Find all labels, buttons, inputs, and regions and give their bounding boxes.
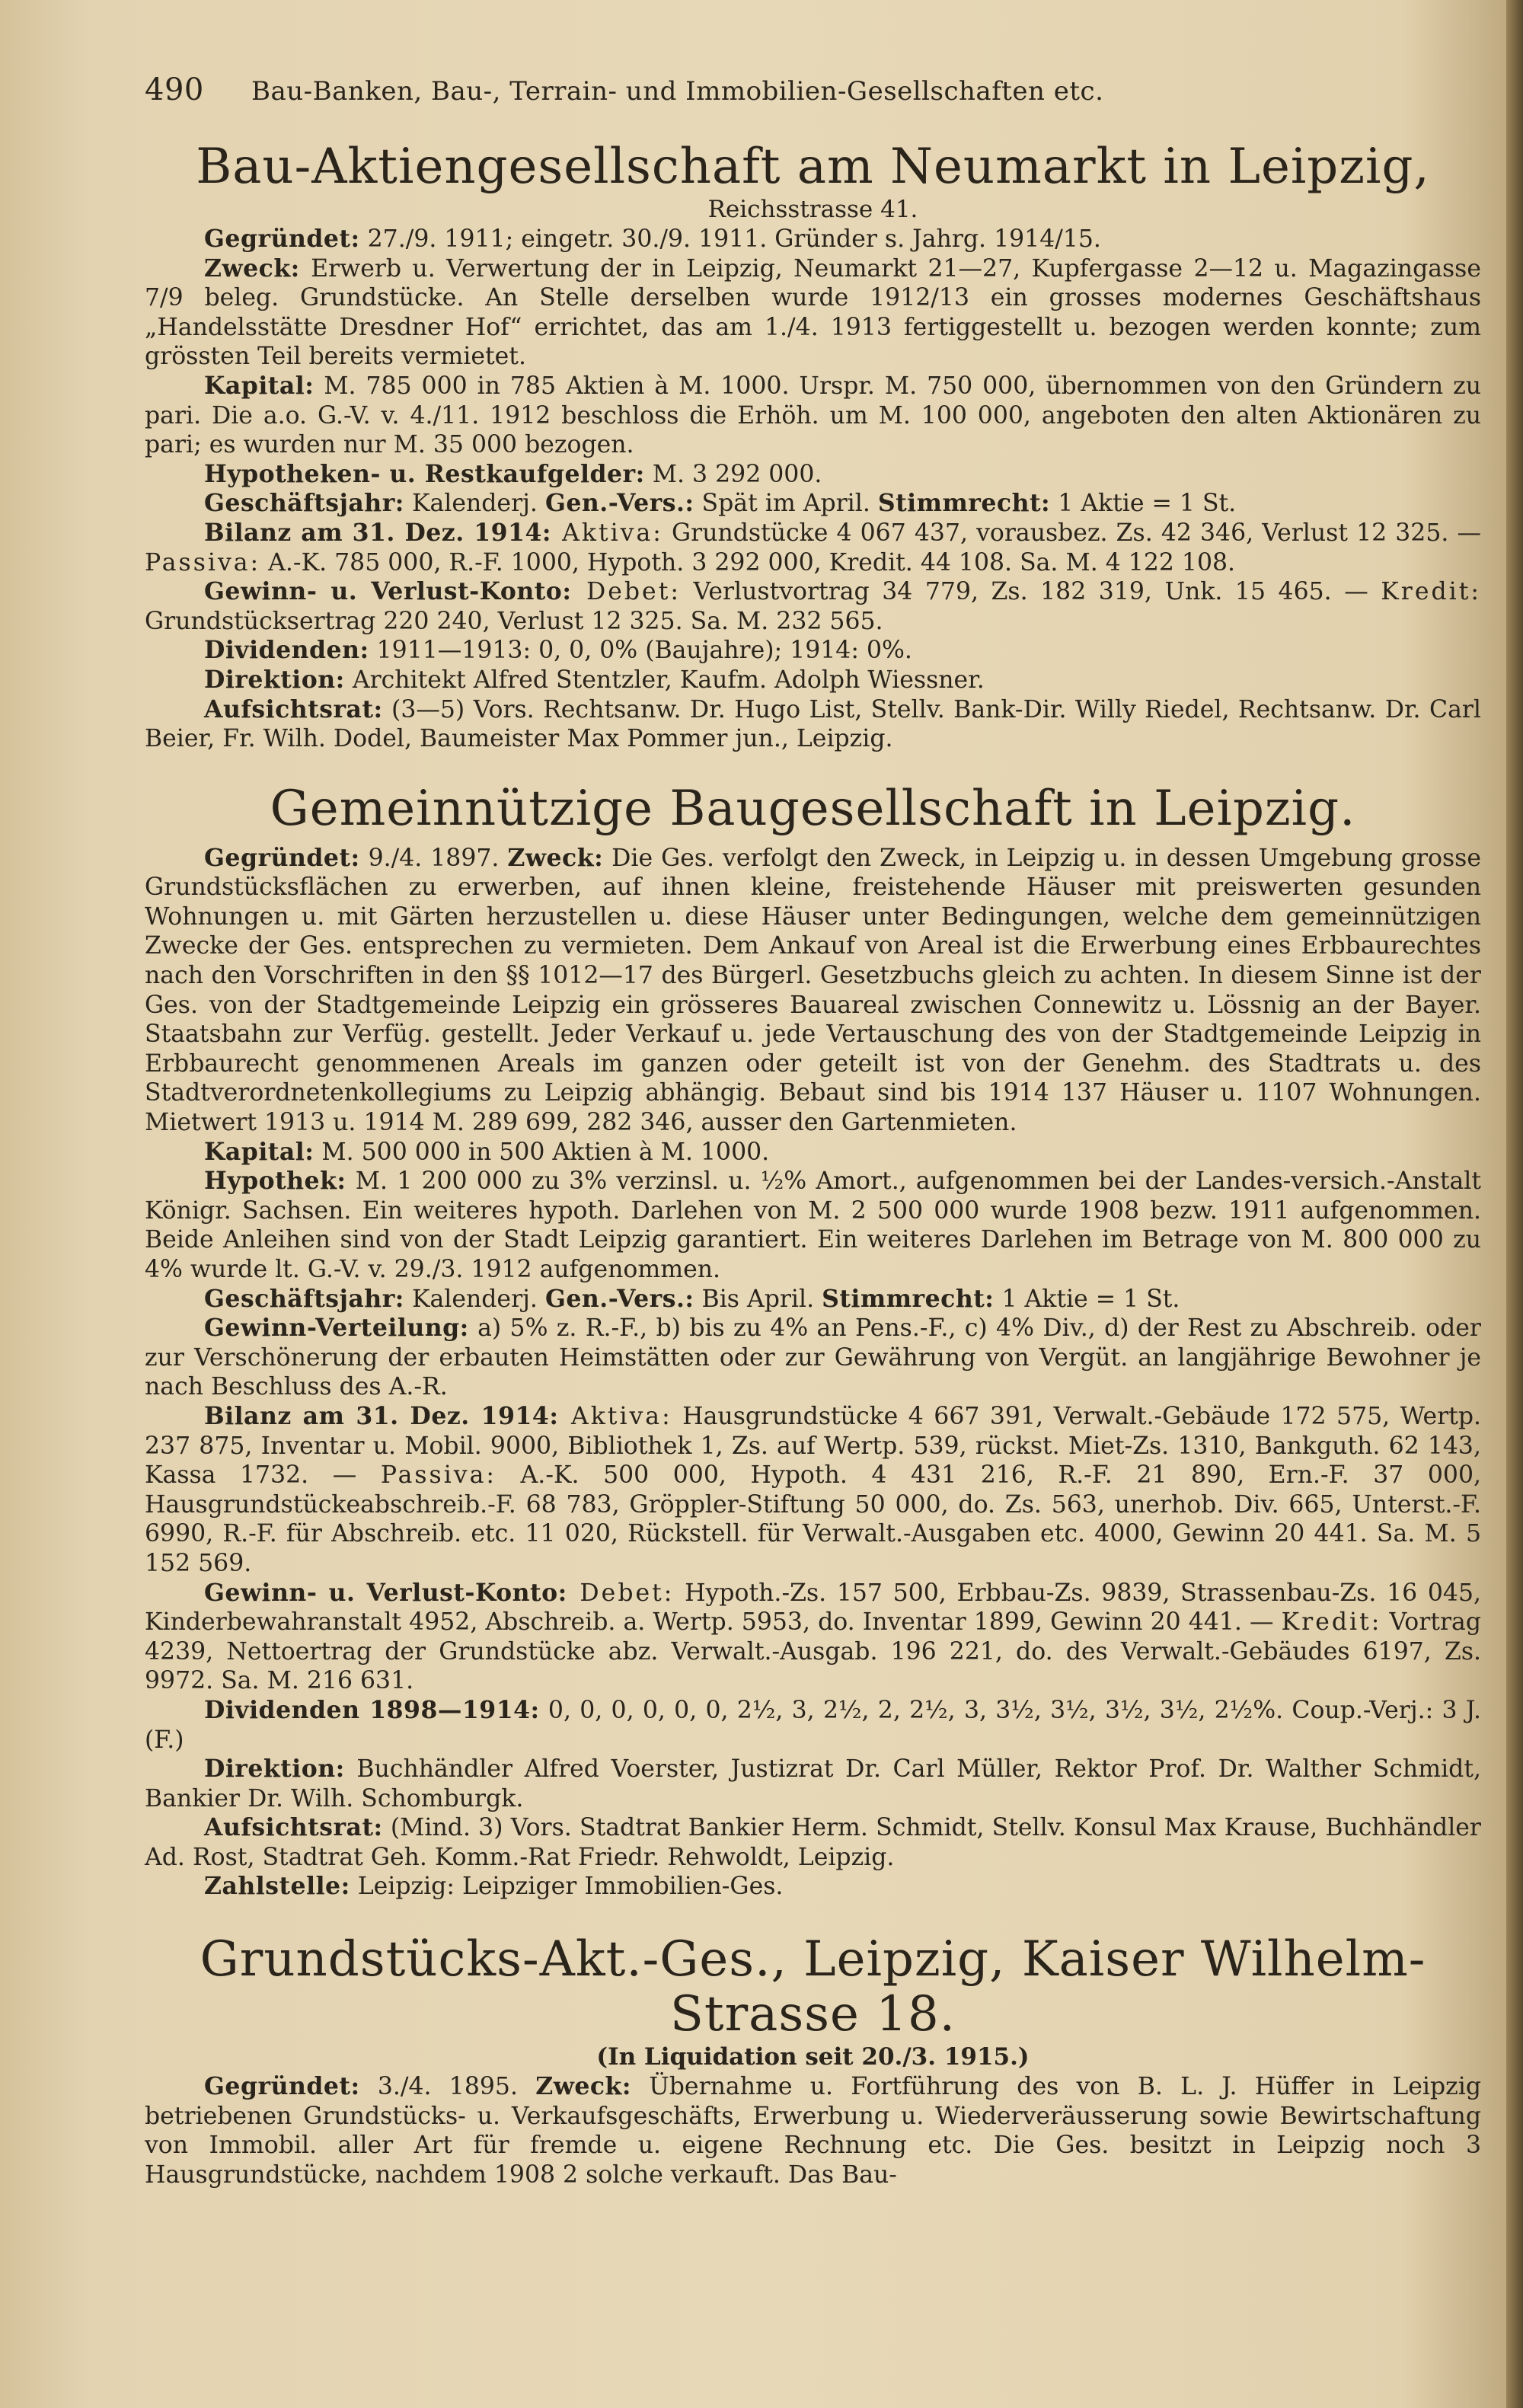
text: Hypoth.-Zs. 157 500, Erbbau-Zs. 9839, Strassenbau-Zs. 16 045, Kinderbewahranstalt 4952, Abschreib. a. Wertp. 5953, do. Inventar 1899, Gewinn 20 441. — <box>145 1579 1481 1637</box>
label: Direktion: <box>204 1755 345 1784</box>
label: Hypotheken- u. Restkaufgelder: <box>204 459 645 488</box>
text: 0, 0, 0, 0, 0, 0, 2½, 3, 2½, 2, 2½, 3, 3½, 3½, 3½, 3½, 2½%. Coup.-Verj.: 3 J. (F.) <box>145 1696 1481 1754</box>
entry-address: Reichsstrasse 41. <box>707 196 918 223</box>
label: Kapital: <box>204 1137 314 1166</box>
running-header <box>145 72 1481 126</box>
label: Zweck: <box>204 254 300 283</box>
text: 1 Aktie = 1 St. <box>1050 490 1237 518</box>
entry-bau-aktiengesellschaft <box>145 139 1481 754</box>
label: Gen.-Vers.: <box>544 1284 694 1313</box>
label: Hypothek: <box>204 1167 346 1196</box>
label: Gewinn-Verteilung: <box>204 1314 469 1343</box>
founded-paragraph <box>145 225 1481 254</box>
keyword: Debet: <box>571 578 681 606</box>
text: (Mind. 3) Vors. Stadtrat Bankier Herm. Schmidt, Stellv. Konsul Max Krause, Buchhändler Ad. Rost, Stadtrat Geh. Komm.-Rat Friedr. Rehwoldt, Leipzig. <box>145 1814 1481 1871</box>
text: Übernahme u. Fortführung des von B. L. J. Hüffer in Leipzig betriebenen Grundstücks- u. Verkaufsgeschäfts, Erwerbung u. Wiederveräusserung sowie Bewirtschaftung von Immobil. aller Art für fremde u. eigene Rechnung etc. Die Ges. besitzt in Leipzig noch 3 Hausgrundstücke, nachdem 1908 2 solche verkauft. Das Bau- <box>145 2073 1481 2189</box>
mortgage-paragraph <box>145 460 1481 490</box>
label: Stimmrecht: <box>877 489 1051 518</box>
profit-loss-paragraph <box>145 577 1481 636</box>
label: Gewinn- u. Verlust-Konto: <box>204 1578 567 1607</box>
entry-title: Gemeinnützige Baugesellschaft in Leipzig. <box>270 780 1356 837</box>
label: Dividenden: <box>204 636 369 665</box>
capital-paragraph <box>145 372 1481 460</box>
purpose-paragraph <box>145 254 1481 372</box>
label: Geschäftsjahr: <box>204 1284 404 1313</box>
fiscal-year-paragraph <box>145 489 1481 519</box>
balance-paragraph <box>145 1402 1481 1579</box>
label: Zweck: <box>507 843 604 872</box>
capital-paragraph <box>145 1138 1481 1167</box>
text: Grundstücksertrag 220 240, Verlust 12 325. Sa. M. 232 565. <box>145 607 883 635</box>
running-title: Bau-Banken, Bau-, Terrain- und Immobilien-Gesellschaften etc. <box>251 76 1104 107</box>
entry-subtitle: (In Liquidation seit 20./3. 1915.) <box>596 2043 1030 2071</box>
text: 1 Aktie = 1 St. <box>994 1285 1180 1313</box>
text: Erwerb u. Verwertung der in Leipzig, Neumarkt 21—27, Kupfergasse 2—12 u. Magazingasse 7/9 beleg. Grundstücke. An Stelle derselben wurde 1912/13 ein grosses modernes Geschäftshaus „Handelsstätte Dresdner Hof“ errichtet, das am 1./4. 1913 fertiggestellt u. bezogen werden konnte; zum grössten Teil bereits vermietet. <box>145 254 1481 371</box>
label: Stimmrecht: <box>822 1284 995 1313</box>
label: Kapital: <box>204 371 314 400</box>
label: Bilanz am 31. Dez. 1914: <box>204 1401 559 1430</box>
text: M. 785 000 in 785 Aktien à M. 1000. Urspr. M. 750 000, übernommen von den Gründern zu pari. Die a.o. G.-V. v. 4./11. 1912 beschloss die Erhöh. um M. 100 000, angeboten den alten Aktionären zu pari; es wurden nur M. 35 000 bezogen. <box>145 372 1481 459</box>
page-number: 490 <box>145 72 204 107</box>
label: Bilanz am 31. Dez. 1914: <box>204 518 552 547</box>
text: Die Ges. verfolgt den Zweck, in Leipzig u. in dessen Umgebung grosse Grundstücksflächen zu erwerben, auf ihnen kleine, freistehende Häuser mit preiswerten gesunden Wohnungen u. mit Gärten herzustellen u. diese Häuser unter Bedingungen, welche dem gemeinnützigen Zwecke der Ges. entsprechen zu vermieten. Dem Ankauf von Areal ist die Erwerbung eines Erbbaurechtes nach den Vorschriften in den §§ 1012—17 des Bürgerl. Gesetzbuchs gleich zu achten. In diesem Sinne ist der Ges. von der Stadtgemeinde Leipzig ein grösseres Bauareal zwischen Connewitz u. Lössnig an der Bayer. Staatsbahn zur Verfüg. gestellt. Jeder Verkauf u. jede Vertauschung des von der Stadtgemeinde Leipzig in Erbbaurecht genommenen Areals im ganzen oder geteilt ist von der Genehm. des Stadtrats u. des Stadtverordnetenkollegiums zu Leipzig abhängig. Bebaut sind bis 1914 137 Häuser u. 1107 Wohnungen. Mietwert 1913 u. 1914 M. 289 699, 282 346, ausser den Gartenmieten. <box>145 844 1481 1137</box>
text: 3./4. 1895. <box>359 2073 536 2101</box>
text: Hausgrundstücke 4 667 391, Verwalt.-Gebäude 172 575, Wertp. 237 875, Inventar u. Mobil. 9000, Bibliothek 1, Zs. auf Wertp. 539, rückst. Miet-Zs. 1310, Bankguth. 62 143, Kassa 1732. — <box>145 1402 1482 1490</box>
dividends-paragraph <box>145 1696 1481 1755</box>
management-paragraph <box>145 666 1481 695</box>
entry-grundstuecks-akt-ges <box>145 1932 1481 2189</box>
text: A.-K. 500 000, Hypoth. 4 431 216, R.-F. 21 890, Ern.-F. 37 000, Hausgrundstückeabschreib.-F. 68 783, Gröppler-Stiftung 50 000, do. Zs. 563, unerhob. Div. 665, Unterst.-F. 6990, R.-F. für Abschreib. etc. 11 020, Rückstell. für Verwalt.-Ausgaben etc. 4000, Gewinn 20 441. Sa. M. 5 152 569. <box>145 1461 1482 1577</box>
text: Spät im April. <box>694 490 878 518</box>
label: Aufsichtsrat: <box>204 695 383 723</box>
text: Kalenderj. <box>404 490 545 518</box>
label: Gegründet: <box>204 843 360 872</box>
fiscal-year-paragraph <box>145 1285 1481 1314</box>
entry-title: Bau-Aktiengesellschaft am Neumarkt in Leipzig, <box>196 139 1430 195</box>
text: M. 500 000 in 500 Aktien à M. 1000. <box>314 1138 770 1166</box>
entry-title: Grundstücks-Akt.-Ges., Leipzig, Kaiser Wilhelm-Strasse 18. <box>200 1931 1426 2043</box>
paying-agent-paragraph <box>145 1872 1481 1902</box>
text: Bis April. <box>694 1285 822 1313</box>
text: a) 5% z. R.-F., b) bis zu 4% an Pens.-F., c) 4% Div., d) der Rest zu Abschreib. oder zur Verschönerung der erbauten Heimstätten oder zur Gewährung von Vergüt. an langjährige Bewohner je nach Beschluss des A.-R. <box>145 1314 1481 1401</box>
page-content <box>145 72 1481 2189</box>
label: Gewinn- u. Verlust-Konto: <box>204 577 572 606</box>
text: 9./4. 1897. <box>359 844 508 872</box>
spacer <box>145 754 1481 781</box>
page-edge <box>1506 0 1523 2408</box>
text: M. 3 292 000. <box>644 460 822 488</box>
dividends-paragraph <box>145 636 1481 666</box>
spacer <box>145 1902 1481 1932</box>
supervisory-board-paragraph <box>145 695 1481 754</box>
text: Verlustvortrag 34 779, Zs. 182 319, Unk. 15 465. — <box>680 578 1381 606</box>
label: Dividenden 1898—1914: <box>204 1695 540 1724</box>
label: Zweck: <box>535 2072 631 2101</box>
text: (3—5) Vors. Rechtsanw. Dr. Hugo List, Stellv. Bank-Dir. Willy Riedel, Rechtsanw. Dr. Carl Beier, Fr. Wilh. Dodel, Baumeister Max Pommer jun., Leipzig. <box>145 695 1481 753</box>
balance-paragraph <box>145 519 1481 577</box>
mortgage-paragraph <box>145 1167 1481 1284</box>
label: Gegründet: <box>204 225 360 253</box>
profit-distribution-paragraph <box>145 1314 1481 1402</box>
keyword: Passiva: <box>145 548 261 576</box>
text: M. 1 200 000 zu 3% verzinsl. u. ½% Amort., aufgenommen bei der Landes-versich.-Anstalt Königr. Sachsen. Ein weiteres hypoth. Darlehen von M. 2 500 000 wurde 1908 bezw. 1911 aufgenommen. Beide Anleihen sind von der Stadt Leipzig garantiert. Ein weiteres Darlehen im Betrage von M. 800 000 zu 4% wurde lt. G.-V. v. 29./3. 1912 aufgenommen. <box>145 1167 1481 1283</box>
supervisory-board-paragraph <box>145 1813 1481 1872</box>
label: Gegründet: <box>204 2072 360 2101</box>
text: Kalenderj. <box>404 1285 545 1313</box>
entry-gemeinnuetzige-baugesellschaft <box>145 781 1481 1902</box>
founded-purpose-paragraph <box>145 2072 1481 2189</box>
text: Architekt Alfred Stentzler, Kaufm. Adolph Wiessner. <box>344 666 985 694</box>
keyword: Aktiva: <box>558 1402 672 1430</box>
label: Aufsichtsrat: <box>204 1813 383 1842</box>
text: 1911—1913: 0, 0, 0% (Baujahre); 1914: 0%. <box>369 637 912 665</box>
text: Vortrag 4239, Nettoertrag der Grundstücke abz. Verwalt.-Ausgab. 196 221, do. des Verwalt.-Gebäudes 6197, Zs. 9972. Sa. M. 216 631. <box>145 1608 1481 1695</box>
profit-loss-paragraph <box>145 1579 1481 1696</box>
text: A.-K. 785 000, R.-F. 1000, Hypoth. 3 292 000, Kredit. 44 108. Sa. M. 4 122 108. <box>260 548 1236 576</box>
keyword: Debet: <box>567 1579 675 1607</box>
keyword: Kredit: <box>1281 1608 1382 1637</box>
text: Buchhändler Alfred Voerster, Justizrat Dr. Carl Müller, Rektor Prof. Dr. Walther Schmidt, Bankier Dr. Wilh. Schomburgk. <box>145 1755 1481 1812</box>
label: Direktion: <box>204 665 345 694</box>
founded-purpose-paragraph <box>145 844 1481 1138</box>
label: Gen.-Vers.: <box>544 489 694 518</box>
keyword: Kredit: <box>1381 578 1482 606</box>
text: Leipzig: Leipziger Immobilien-Ges. <box>350 1873 784 1901</box>
label: Zahlstelle: <box>204 1872 350 1901</box>
text: 27./9. 1911; eingetr. 30./9. 1911. Gründer s. Jahrg. 1914/15. <box>359 225 1101 253</box>
label: Geschäftsjahr: <box>204 489 404 518</box>
text: Grundstücke 4 067 437, vorausbez. Zs. 42 346, Verlust 12 325. — <box>663 519 1481 547</box>
management-paragraph <box>145 1755 1481 1813</box>
keyword: Aktiva: <box>551 519 663 547</box>
keyword: Passiva: <box>380 1461 496 1490</box>
